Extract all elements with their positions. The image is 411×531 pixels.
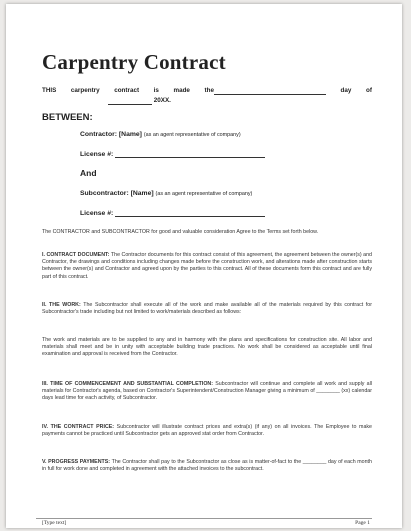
subcontractor-field xyxy=(80,190,252,197)
section-text: Subcontractor will illustrate contract prices and extra(s) (if any) on all invoices. The Employee to make payments cannot be practiced until Subcontractor gets an approved stat order from Contractor. xyxy=(42,424,372,438)
section-text: The work and materials are to be supplied to any and in harmony with the plans and specifications for construction site. All labor and materials shall meet and be in unity with acceptable building trade practices. No work shall be considered as acceptable until final examination and approval is received from the Contractor. xyxy=(42,337,372,358)
section-heading: I. CONTRACT DOCUMENT: xyxy=(42,252,110,258)
license-blank[interactable] xyxy=(115,150,265,158)
contractor-label: Contractor: [Name] xyxy=(80,131,142,138)
intro-word: is xyxy=(153,87,159,94)
section-contract-price xyxy=(42,424,372,438)
intro-day: day xyxy=(340,87,352,94)
section-work-materials xyxy=(42,337,372,359)
subcontractor-label: Subcontractor: [Name] xyxy=(80,190,154,197)
license-field xyxy=(80,150,265,158)
intro-word: the xyxy=(204,87,214,94)
subcontractor-note: (as an agent representative of company) xyxy=(155,191,253,197)
section-text: The Contractor shall pay to the Subcontractor as close as is matter-of-fact to the ________ day of each month in full for work done and completed in agreement with the attached invoices to the subcontract. xyxy=(42,459,372,473)
intro-of: of xyxy=(365,87,372,94)
license-label: License #: xyxy=(80,151,114,158)
section-text: Subcontractor will continue and complete all work and supply all materials for Contractor's agenda, based on Contractor's Superintendent/Construction Manager giving a minimum of ________ (xx) calendar days lead time for each activity, of Subcontractor. xyxy=(42,381,372,402)
license2-label: License #: xyxy=(80,210,114,217)
date-blank[interactable] xyxy=(214,87,326,95)
intro-word: made xyxy=(173,87,190,94)
section-time-of-commencement xyxy=(42,381,372,403)
section-progress-payments xyxy=(42,459,372,473)
document-title: Carpentry Contract xyxy=(42,50,226,74)
section-contract-document xyxy=(42,252,372,281)
section-heading: V. PROGRESS PAYMENTS: xyxy=(42,459,111,465)
intro-year: 20XX. xyxy=(153,97,171,104)
footer-placeholder-text[interactable]: [Type text] xyxy=(42,520,67,526)
section-the-work xyxy=(42,302,372,316)
intro-word: contract xyxy=(114,87,140,94)
license2-field xyxy=(80,209,265,217)
license2-blank[interactable] xyxy=(115,209,265,217)
footer-divider xyxy=(36,518,372,519)
section-text: The Contractor documents for this contract consist of this agreement, the agreement between the owner(s) and Contractor, the drawings and conditions including changes made before the construction work, and alterations made after construction starts between the owner(s) and Contractor and agreed upon by the parties to this contract. All of these documents form this contract and are fully part of this contract. xyxy=(42,252,372,280)
between-heading: BETWEEN: xyxy=(42,112,93,123)
section-heading: III. TIME OF COMMENCEMENT AND SUBSTANTIAL COMPLETION: xyxy=(42,381,214,387)
agreement-text: The CONTRACTOR and SUBCONTRACTOR for good and valuable consideration Agree to the Terms set forth below. xyxy=(42,229,319,235)
contractor-note: (as an agent representative of company) xyxy=(143,132,241,138)
contract-intro xyxy=(42,86,372,105)
section-heading: II. THE WORK: xyxy=(42,302,81,308)
and-label: And xyxy=(80,168,97,178)
page-footer xyxy=(42,520,370,526)
page-number: Page 1 xyxy=(355,520,370,526)
section-text: The Subcontractor shall execute all of the work and make available all of the materials required by this contract for Subcontractor's trade including but not limited to work/materials described as follows: xyxy=(42,302,372,316)
contractor-field xyxy=(80,131,241,138)
document-page xyxy=(6,4,402,528)
intro-word: THIS xyxy=(42,87,57,94)
intro-word: carpentry xyxy=(70,87,100,94)
section-heading: IV. THE CONTRACT PRICE: xyxy=(42,424,115,430)
month-blank[interactable] xyxy=(108,97,152,105)
